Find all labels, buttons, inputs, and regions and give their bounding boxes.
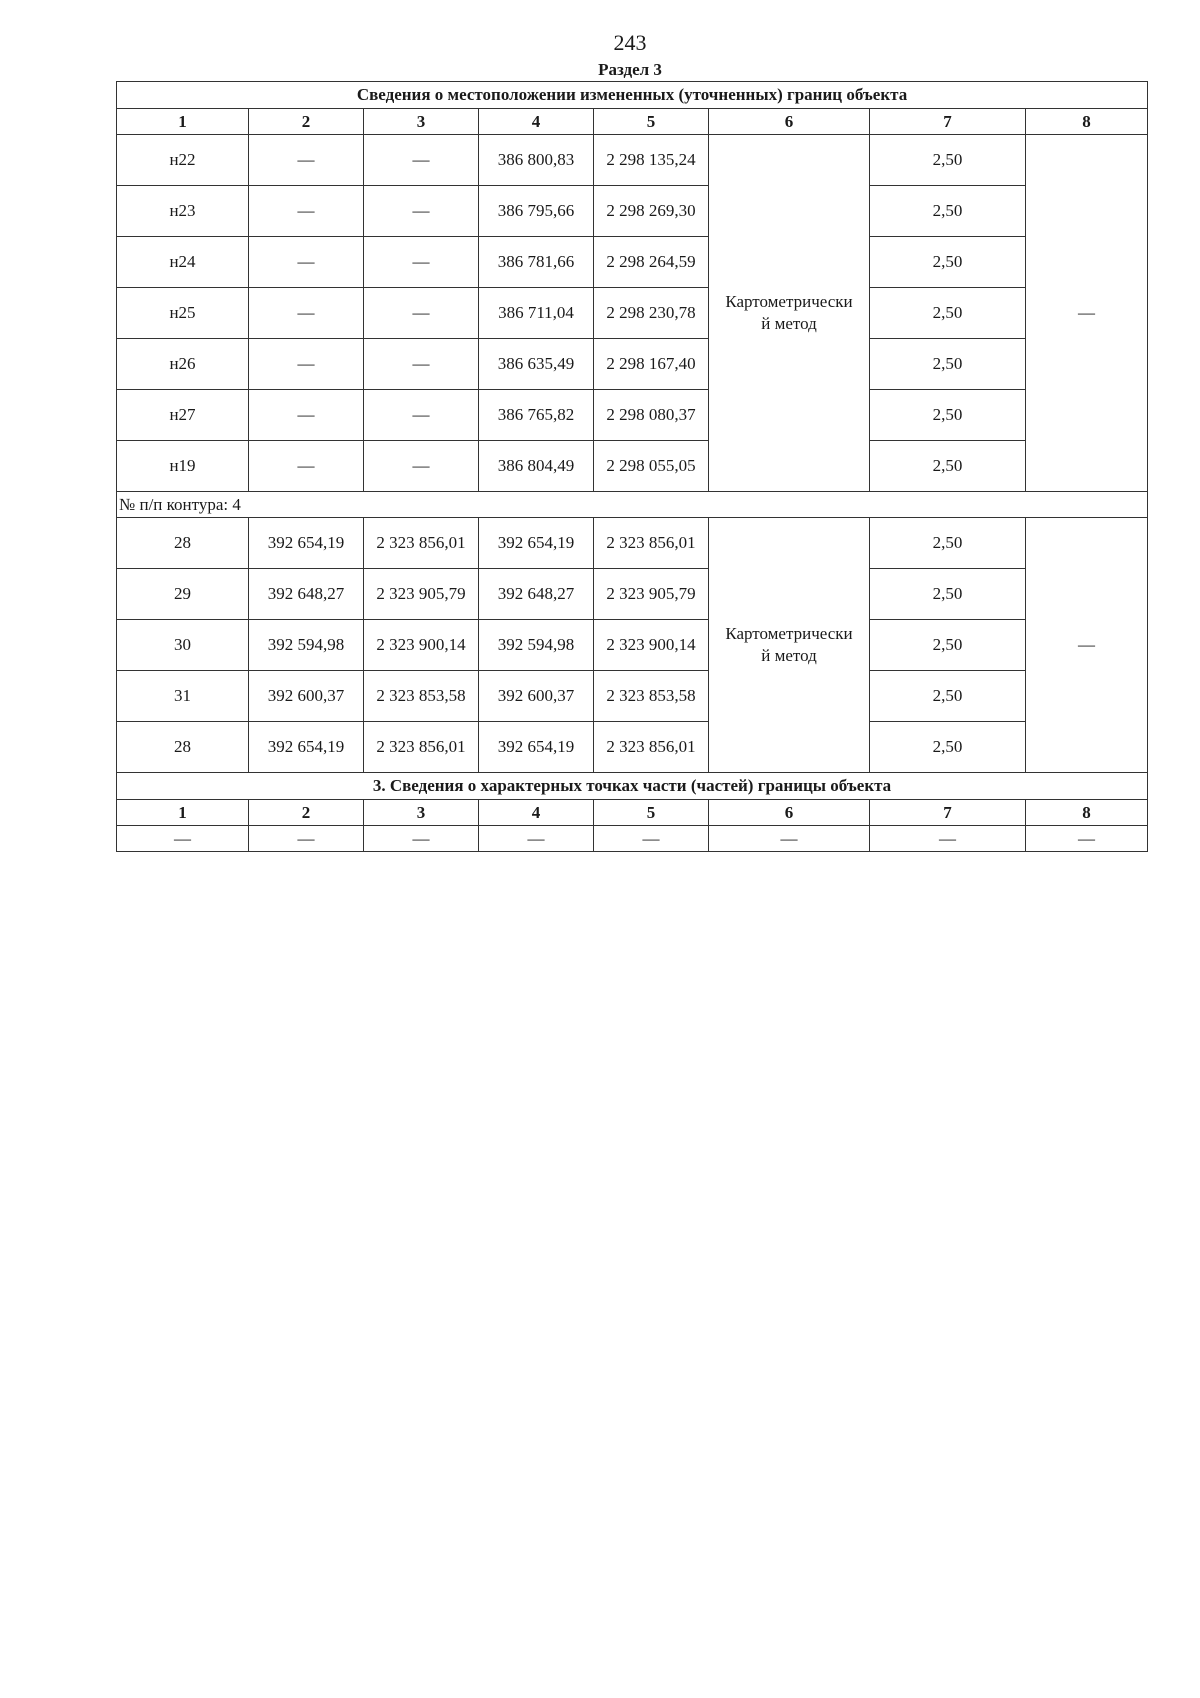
point-number-cell: н23 [117, 186, 249, 237]
coord-y-new-cell: 2 298 135,24 [594, 135, 709, 186]
column-number-cell: 6 [709, 800, 870, 826]
table-row [117, 518, 1148, 569]
coord-x-new-cell: 392 654,19 [479, 722, 594, 773]
method-line-1: Картометрически [725, 624, 853, 643]
coord-y-new-cell: 2 298 269,30 [594, 186, 709, 237]
coord-x-new-cell: 386 635,49 [479, 339, 594, 390]
coord-y-new-cell: 2 323 905,79 [594, 569, 709, 620]
coord-x-new-cell: 386 795,66 [479, 186, 594, 237]
section3-title: 3. Сведения о характерных точках части (частей) границы объекта [117, 773, 1148, 800]
point-number-cell: н24 [117, 237, 249, 288]
accuracy-cell: 2,50 [870, 722, 1026, 773]
method-line-2: й метод [761, 314, 817, 333]
coord-x-new-cell: 386 804,49 [479, 441, 594, 492]
section3-column-number-row [117, 800, 1148, 826]
point-number-cell: 31 [117, 671, 249, 722]
table-row [117, 569, 1148, 620]
column-number-cell: 2 [249, 109, 364, 135]
coord-x-old-cell: 392 594,98 [249, 620, 364, 671]
coord-x-new-cell: 386 800,83 [479, 135, 594, 186]
column-number-cell: 4 [479, 800, 594, 826]
coord-y-old-cell: 2 323 853,58 [364, 671, 479, 722]
method-line-1: Картометрически [725, 292, 853, 311]
accuracy-cell: 2,50 [870, 671, 1026, 722]
coord-x-new-cell: 392 654,19 [479, 518, 594, 569]
accuracy-cell: 2,50 [870, 620, 1026, 671]
coord-x-new-cell: 386 765,82 [479, 390, 594, 441]
empty-cell: — [709, 826, 870, 852]
column-number-cell: 3 [364, 800, 479, 826]
accuracy-cell: 2,50 [870, 288, 1026, 339]
column-number-cell: 7 [870, 109, 1026, 135]
page-number: 243 [613, 30, 647, 55]
coord-y-old-cell: 2 323 900,14 [364, 620, 479, 671]
empty-cell: — [594, 826, 709, 852]
point-number-cell: 29 [117, 569, 249, 620]
coord-y-old-cell: — [364, 441, 479, 492]
table-row [117, 237, 1148, 288]
empty-cell: — [117, 826, 249, 852]
coord-y-old-cell: — [364, 237, 479, 288]
table-row [117, 288, 1148, 339]
accuracy-cell: 2,50 [870, 186, 1026, 237]
point-number-cell: н26 [117, 339, 249, 390]
point-number-cell: н27 [117, 390, 249, 441]
point-number-cell: н19 [117, 441, 249, 492]
table-row [117, 186, 1148, 237]
coord-y-new-cell: 2 298 167,40 [594, 339, 709, 390]
coord-x-old-cell: — [249, 288, 364, 339]
column-number-cell: 1 [117, 109, 249, 135]
section3-empty-row [117, 826, 1148, 852]
coord-y-old-cell: — [364, 288, 479, 339]
empty-cell: — [1026, 826, 1148, 852]
accuracy-cell: 2,50 [870, 518, 1026, 569]
coord-x-new-cell: 386 781,66 [479, 237, 594, 288]
table-row [117, 722, 1148, 773]
coord-x-new-cell: 392 648,27 [479, 569, 594, 620]
column-number-cell: 5 [594, 800, 709, 826]
table-row [117, 671, 1148, 722]
coord-x-old-cell: 392 600,37 [249, 671, 364, 722]
boundary-points-table [116, 81, 1148, 852]
coord-x-new-cell: 392 594,98 [479, 620, 594, 671]
column-number-cell: 3 [364, 109, 479, 135]
coord-x-old-cell: 392 654,19 [249, 518, 364, 569]
empty-cell: — [479, 826, 594, 852]
coord-y-new-cell: 2 298 230,78 [594, 288, 709, 339]
coord-y-old-cell: — [364, 390, 479, 441]
point-number-cell: н25 [117, 288, 249, 339]
coord-y-old-cell: 2 323 856,01 [364, 518, 479, 569]
coord-x-old-cell: — [249, 186, 364, 237]
column-number-cell: 5 [594, 109, 709, 135]
coord-y-new-cell: 2 323 856,01 [594, 518, 709, 569]
column-number-cell: 7 [870, 800, 1026, 826]
coord-x-old-cell: — [249, 339, 364, 390]
coord-x-old-cell: — [249, 441, 364, 492]
coord-y-old-cell: 2 323 856,01 [364, 722, 479, 773]
coord-x-old-cell: — [249, 237, 364, 288]
coord-y-new-cell: 2 323 900,14 [594, 620, 709, 671]
empty-cell: — [870, 826, 1026, 852]
coord-y-new-cell: 2 298 080,37 [594, 390, 709, 441]
coord-y-new-cell: 2 298 264,59 [594, 237, 709, 288]
accuracy-cell: 2,50 [870, 135, 1026, 186]
table-row [117, 390, 1148, 441]
column-number-cell: 8 [1026, 800, 1148, 826]
column-number-cell: 4 [479, 109, 594, 135]
coord-x-old-cell: 392 654,19 [249, 722, 364, 773]
table-title: Сведения о местоположении измененных (уточненных) границ объекта [117, 82, 1148, 109]
coord-y-old-cell: — [364, 186, 479, 237]
method-line-2: й метод [761, 646, 817, 665]
coord-x-old-cell: — [249, 390, 364, 441]
coord-x-new-cell: 392 600,37 [479, 671, 594, 722]
accuracy-cell: 2,50 [870, 390, 1026, 441]
coord-y-old-cell: 2 323 905,79 [364, 569, 479, 620]
coord-x-old-cell: 392 648,27 [249, 569, 364, 620]
coord-x-old-cell: — [249, 135, 364, 186]
coord-x-new-cell: 386 711,04 [479, 288, 594, 339]
method-cell [709, 135, 870, 492]
column-number-row [117, 109, 1148, 135]
description-cell: — [1026, 518, 1148, 773]
table-row [117, 441, 1148, 492]
accuracy-cell: 2,50 [870, 569, 1026, 620]
accuracy-cell: 2,50 [870, 441, 1026, 492]
contour-label: № п/п контура: 4 [117, 492, 1148, 518]
accuracy-cell: 2,50 [870, 237, 1026, 288]
point-number-cell: 28 [117, 518, 249, 569]
point-number-cell: н22 [117, 135, 249, 186]
table-row [117, 135, 1148, 186]
coord-y-new-cell: 2 298 055,05 [594, 441, 709, 492]
table-row [117, 339, 1148, 390]
coord-y-old-cell: — [364, 135, 479, 186]
point-number-cell: 28 [117, 722, 249, 773]
table-row [117, 620, 1148, 671]
accuracy-cell: 2,50 [870, 339, 1026, 390]
point-number-cell: 30 [117, 620, 249, 671]
column-number-cell: 1 [117, 800, 249, 826]
coord-y-old-cell: — [364, 339, 479, 390]
column-number-cell: 8 [1026, 109, 1148, 135]
empty-cell: — [249, 826, 364, 852]
empty-cell: — [364, 826, 479, 852]
coord-y-new-cell: 2 323 853,58 [594, 671, 709, 722]
column-number-cell: 6 [709, 109, 870, 135]
description-cell: — [1026, 135, 1148, 492]
section-title: Раздел 3 [598, 60, 662, 79]
column-number-cell: 2 [249, 800, 364, 826]
coord-y-new-cell: 2 323 856,01 [594, 722, 709, 773]
method-cell [709, 518, 870, 773]
